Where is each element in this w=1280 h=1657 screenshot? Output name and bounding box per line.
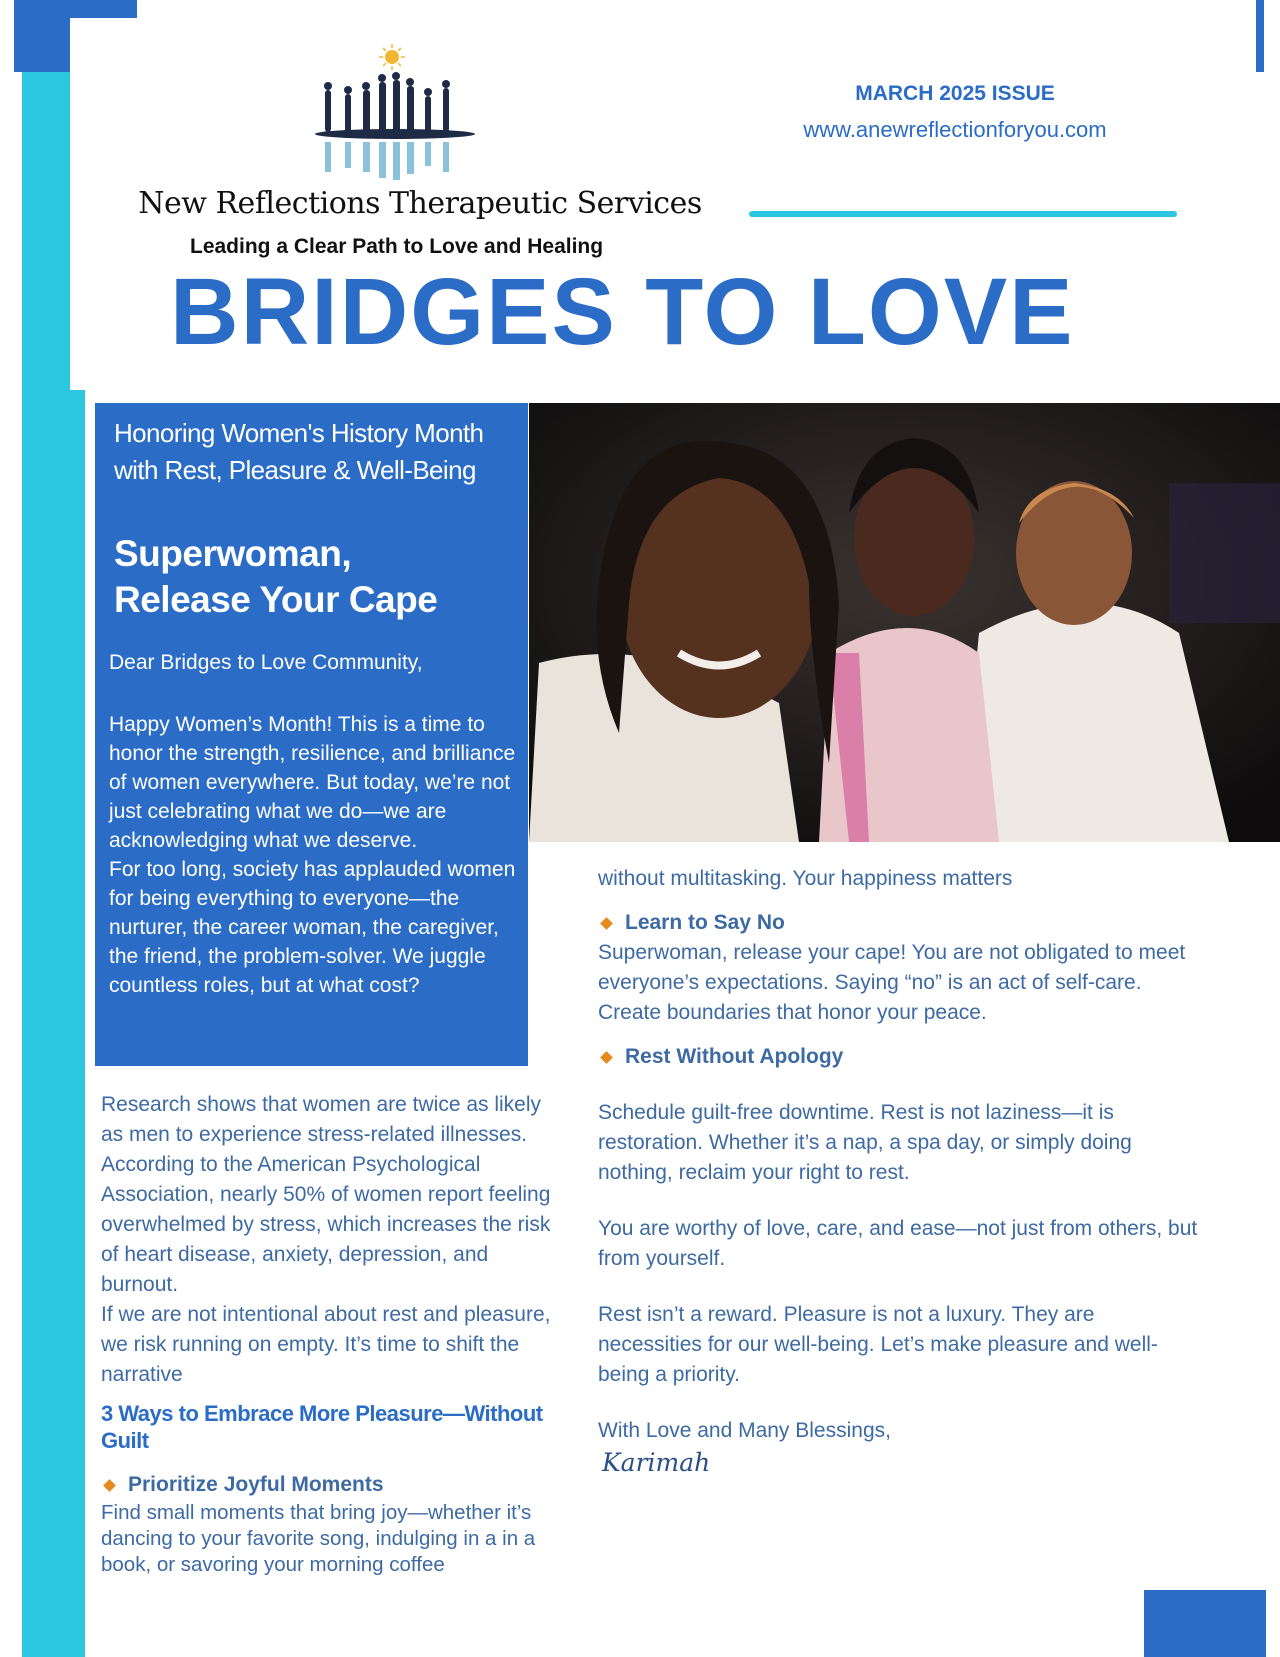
intro-paragraph-2: For too long, society has applauded women for being everything to everyone—the nurturer, the career woman, the caregiver, the friend, the problem-solver. We juggle countless roles, but at what cost? [109, 858, 516, 997]
tip-3-heading [598, 1042, 1198, 1072]
tip-1-text: Find small moments that bring joy—whether it’s dancing to your favorite song, indulging in a in a book, or savoring your morning coffee [101, 1501, 536, 1576]
feature-headline [114, 531, 524, 623]
masthead-title: BRIDGES TO LOVE [170, 259, 1075, 365]
intentional-paragraph: If we are not intentional about rest and pleasure, we risk running on empty. It’s time to shift the narrative [101, 1303, 551, 1386]
sun-icon [379, 44, 405, 70]
worthy-paragraph: You are worthy of love, care, and ease—not just from others, but from yourself. [598, 1217, 1198, 1270]
tip-2-text: Superwoman, release your cape! You are not obligated to meet everyone’s expectations. Saying “no” is an act of self-care. Create boundaries that honor your peace. [598, 941, 1186, 1024]
group-photo [529, 403, 1280, 842]
tip-2-heading [598, 908, 1198, 938]
tip-1-continued: without multitasking. Your happiness matters [598, 867, 1013, 890]
tagline: Leading a Clear Path to Love and Healing [190, 235, 604, 258]
feature-panel [95, 403, 528, 1066]
tip-1-heading [101, 1470, 556, 1500]
salutation: Dear Bridges to Love Community, [109, 651, 423, 674]
corner-accent-left [14, 0, 70, 72]
feature-kicker: Honoring Women's History Month with Rest, Pleasure & Well-Being [114, 418, 484, 485]
tip-3-title: Rest Without Apology [625, 1045, 844, 1068]
headline-line-1: Superwoman, [114, 533, 352, 574]
brand-name: New Reflections Therapeutic Services [138, 186, 702, 221]
signature: Karimah [602, 1448, 711, 1477]
closing-line: With Love and Many Blessings, [598, 1419, 891, 1442]
intro-paragraph-1: Happy Women’s Month! This is a time to honor the strength, resilience, and brilliance of women everywhere. But today, we’re not just celebrating what we do—we are acknowledging what we deserve. [109, 713, 516, 852]
intro-text [109, 710, 521, 1000]
logo [315, 42, 500, 192]
tip-2-title: Learn to Say No [625, 911, 785, 934]
reflection-icon [325, 142, 449, 180]
bottom-accent-square [1144, 1590, 1266, 1657]
figures-icon [315, 72, 475, 139]
ways-heading: 3 Ways to Embrace More Pleasure—Without Guilt [101, 1401, 543, 1453]
left-accent-bar-lower [22, 390, 85, 1657]
header-divider [749, 211, 1177, 217]
diamond-bullet-icon [103, 1479, 116, 1492]
left-column [101, 1090, 556, 1578]
tip-3-text: Schedule guilt-free downtime. Rest is not laziness—it is restoration. Whether it’s a nap, a spa day, or simply doing nothing, reclaim your right to rest. [598, 1101, 1132, 1184]
issue-date: MARCH 2025 ISSUE [855, 82, 1055, 105]
headline-line-2: Release Your Cape [114, 579, 438, 620]
tip-1-title: Prioritize Joyful Moments [128, 1473, 384, 1496]
website-link[interactable]: www.anewreflectionforyou.com [803, 117, 1107, 142]
right-accent-tick [1256, 0, 1264, 72]
right-column [598, 864, 1198, 1478]
diamond-bullet-icon [600, 1051, 613, 1064]
research-paragraph: Research shows that women are twice as likely as men to experience stress-related illnesses. According to the American Psychological Association, nearly 50% of women report feeling overwhelmed by stress, which increases the risk of heart disease, anxiety, depression, and burnout. [101, 1093, 551, 1296]
rest-paragraph: Rest isn’t a reward. Pleasure is not a luxury. They are necessities for our well-being. Let’s make pleasure and well-being a priority. [598, 1303, 1158, 1386]
diamond-bullet-icon [600, 917, 613, 930]
